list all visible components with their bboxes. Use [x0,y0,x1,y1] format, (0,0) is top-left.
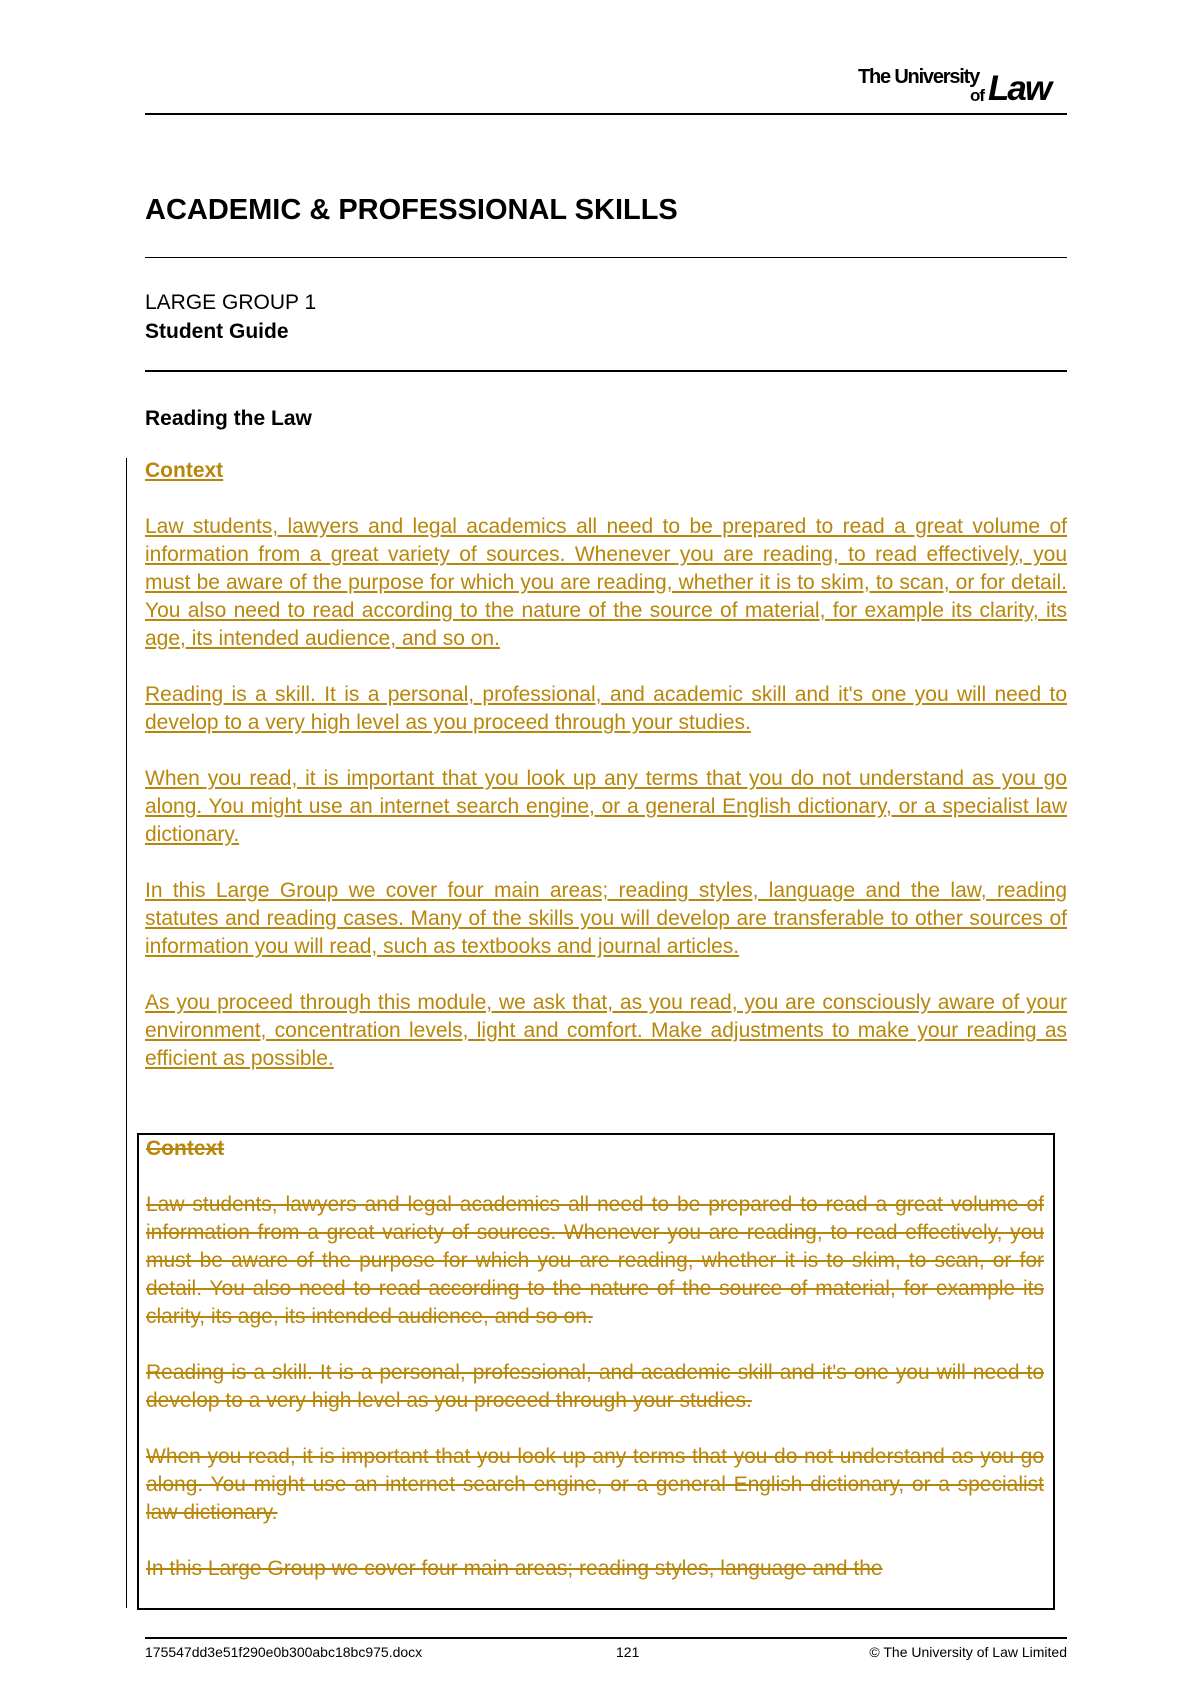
inserted-text-block [145,457,1067,1073]
change-bar [126,458,127,1608]
inserted-paragraph: As you proceed through this module, we ask that, as you read, you are consciously aware of your environment, concentration levels, light and comfort. Make adjustments to make your reading as efficient as possible. [145,991,1067,1070]
logo-line1: The University [858,66,980,88]
inserted-paragraph: Law students, lawyers and legal academics all need to be prepared to read a great volume of information from a great variety of sources. Whenever you are reading, to read effectively, you must be aware of the purpose for which you are reading, whether it is to skim, to scan, or for detail. You also need to read according to the nature of the source of material, for example its clarity, its age, its intended audience, and so on. [145,515,1067,650]
page-title: ACADEMIC & PROFESSIONAL SKILLS [145,194,678,226]
title-divider [145,257,1067,258]
deleted-paragraph: When you read, it is important that you look up any terms that you do not understand as you go along. You might use an internet search engine, or a general English dictionary, or a specialist law dictionary. [146,1445,1044,1524]
student-guide-label: Student Guide [145,320,289,343]
header-divider [145,113,1067,115]
deleted-paragraph: Law students, lawyers and legal academics all need to be prepared to read a great volume of information from a great variety of sources. Whenever you are reading, to read effectively, you must be aware of the purpose for which you are reading, whether it is to skim, to scan, or for detail. You also need to read according to the nature of the source of material, for example its clarity, its age, its intended audience, and so on. [146,1193,1044,1328]
deleted-text-block [146,1135,1044,1610]
inserted-heading: Context [145,459,224,482]
logo-law: Law [988,69,1051,108]
section-title: Reading the Law [145,407,312,430]
subtitle-divider [145,370,1067,372]
footer-page-number: 121 [616,1644,640,1660]
footer-copyright: © The University of Law Limited [869,1644,1067,1660]
footer-divider [145,1637,1067,1639]
large-group-label: LARGE GROUP 1 [145,291,317,314]
deleted-paragraph: Reading is a skill. It is a personal, professional, and academic skill and it's one you will need to develop to a very high level as you proceed through your studies. [146,1361,1044,1412]
university-logo [858,66,1068,106]
deleted-paragraph: In this Large Group we cover four main areas; reading styles, language and the [146,1557,883,1580]
footer-filename: 175547dd3e51f290e0b300abc18bc975.docx [145,1644,423,1660]
inserted-paragraph: When you read, it is important that you look up any terms that you do not understand as you go along. You might use an internet search engine, or a general English dictionary, or a specialist law dictionary. [145,767,1067,846]
inserted-paragraph: Reading is a skill. It is a personal, professional, and academic skill and it's one you will need to develop to a very high level as you proceed through your studies. [145,683,1067,734]
logo-of: of [970,86,985,105]
inserted-paragraph: In this Large Group we cover four main areas; reading styles, language and the law, reading statutes and reading cases. Many of the skills you will develop are transferable to other sources of information you will read, such as textbooks and journal articles. [145,879,1067,958]
deleted-text-box [137,1133,1055,1610]
deleted-heading: Context [146,1137,225,1160]
